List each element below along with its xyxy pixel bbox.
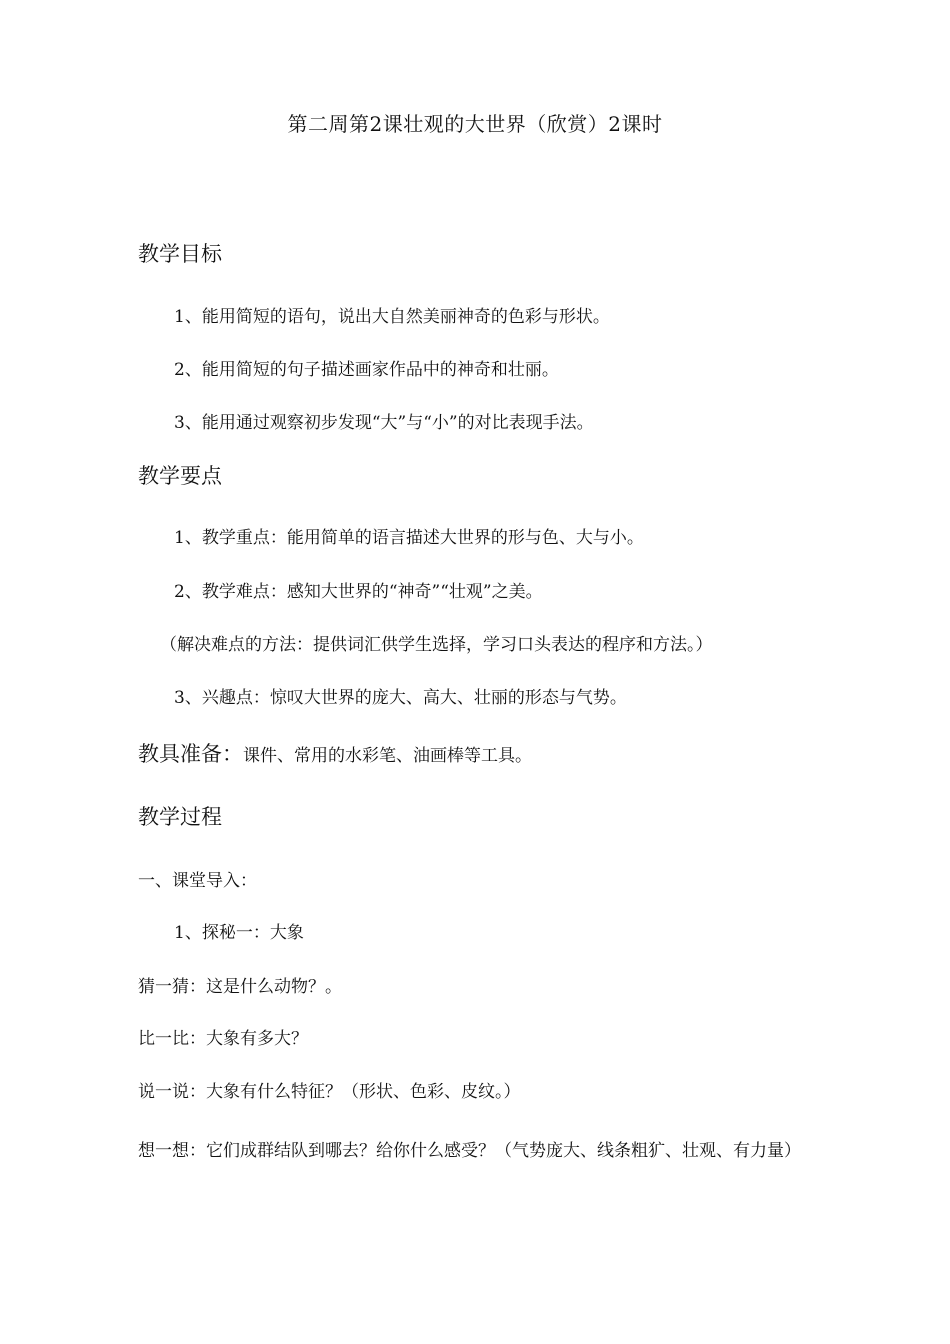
tools-text: 课件、常用的水彩笔、油画棒等工具。 (243, 746, 532, 766)
question-think: 想一想：它们成群结队到哪去？给你什么感受？（气势庞大、线条粗犷、壮观、有力量） (138, 1141, 801, 1161)
tools-line (138, 738, 532, 768)
process-step-1: 1、探秘一：大象 (174, 923, 304, 943)
goals-heading: 教学目标 (138, 242, 222, 266)
question-describe: 说一说：大象有什么特征？（形状、色彩、皮纹。） (138, 1082, 521, 1102)
key-points-heading: 教学要点 (138, 464, 222, 488)
key-point-item-3: 3、兴趣点：惊叹大世界的庞大、高大、壮丽的形态与气势。 (174, 688, 627, 708)
process-heading: 教学过程 (138, 805, 222, 829)
key-point-note: （解决难点的方法：提供词汇供学生选择，学习口头表达的程序和方法。） (160, 635, 713, 655)
goal-item-3: 3、能用通过观察初步发现“大”与“小”的对比表现手法。 (174, 413, 594, 433)
tools-label: 教具准备： (138, 742, 243, 766)
process-section-1: 一、课堂导入： (138, 871, 257, 891)
document-title: 第二周第2课壮观的大世界（欣赏）2课时 (287, 112, 663, 136)
question-compare: 比一比：大象有多大？ (138, 1029, 308, 1049)
goal-item-1: 1、能用简短的语句，说出大自然美丽神奇的色彩与形状。 (174, 307, 610, 327)
goal-item-2: 2、能用简短的句子描述画家作品中的神奇和壮丽。 (174, 360, 559, 380)
key-point-item-1: 1、教学重点：能用简单的语言描述大世界的形与色、大与小。 (174, 528, 644, 548)
key-point-item-2: 2、教学难点：感知大世界的“神奇”“壮观”之美。 (174, 582, 543, 602)
question-guess: 猜一猜：这是什么动物？。 (138, 977, 342, 997)
